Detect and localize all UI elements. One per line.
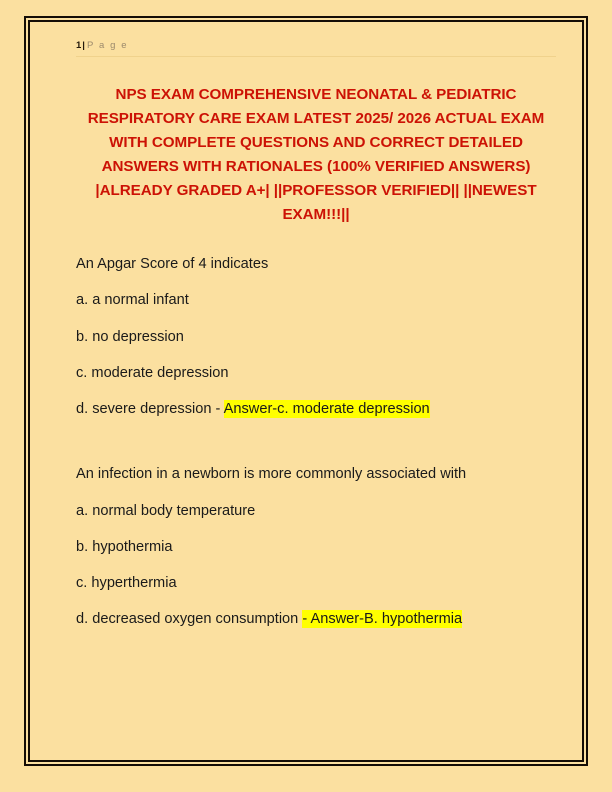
answer-option — [76, 364, 556, 383]
option-text: d. severe depression - — [76, 401, 224, 418]
answer-option-with-answer — [76, 400, 556, 419]
page-border-frame — [24, 16, 588, 766]
highlighted-answer: - Answer-B. hypothermia — [302, 611, 463, 628]
header-page-number: 1 — [76, 40, 82, 51]
answer-option — [76, 538, 556, 557]
question-stem: An Apgar Score of 4 indicates — [76, 256, 269, 273]
question-block-2 — [76, 465, 556, 629]
option-text: c. hyperthermia — [76, 575, 177, 592]
page-header — [76, 40, 556, 57]
highlighted-answer: Answer-c. moderate depression — [223, 401, 430, 418]
header-page-label: P a g e — [86, 40, 129, 51]
answer-option — [76, 574, 556, 593]
option-text: a. a normal infant — [76, 292, 189, 309]
page-content — [76, 40, 556, 630]
option-text: d. decreased oxygen consumption — [76, 611, 303, 628]
question-stem: An infection in a newborn is more commonly associated with — [76, 466, 467, 483]
answer-option-with-answer — [76, 610, 556, 629]
answer-option — [76, 291, 556, 310]
document-title: NPS EXAM COMPREHENSIVE NEONATAL & PEDIATRIC RESPIRATORY CARE EXAM LATEST 2025/ 2026 ACTUAL EXAM WITH COMPLETE QUESTIONS AND CORRECT DETAILED ANSWERS WITH RATIONALES (100% VERIFIED ANSWERS) |ALREADY GRADED A+| ||PROFESSOR VERIFIED|| ||NEWEST EXAM!!!|| — [87, 86, 545, 224]
option-text: b. hypothermia — [76, 538, 173, 555]
answer-option — [76, 502, 556, 521]
option-text: c. moderate depression — [76, 364, 229, 381]
option-text: a. normal body temperature — [76, 502, 256, 519]
option-text: b. no depression — [76, 328, 184, 345]
block-spacer — [76, 419, 556, 437]
header-separator: | — [82, 40, 85, 51]
question-block-1 — [76, 255, 556, 419]
answer-option — [76, 328, 556, 347]
